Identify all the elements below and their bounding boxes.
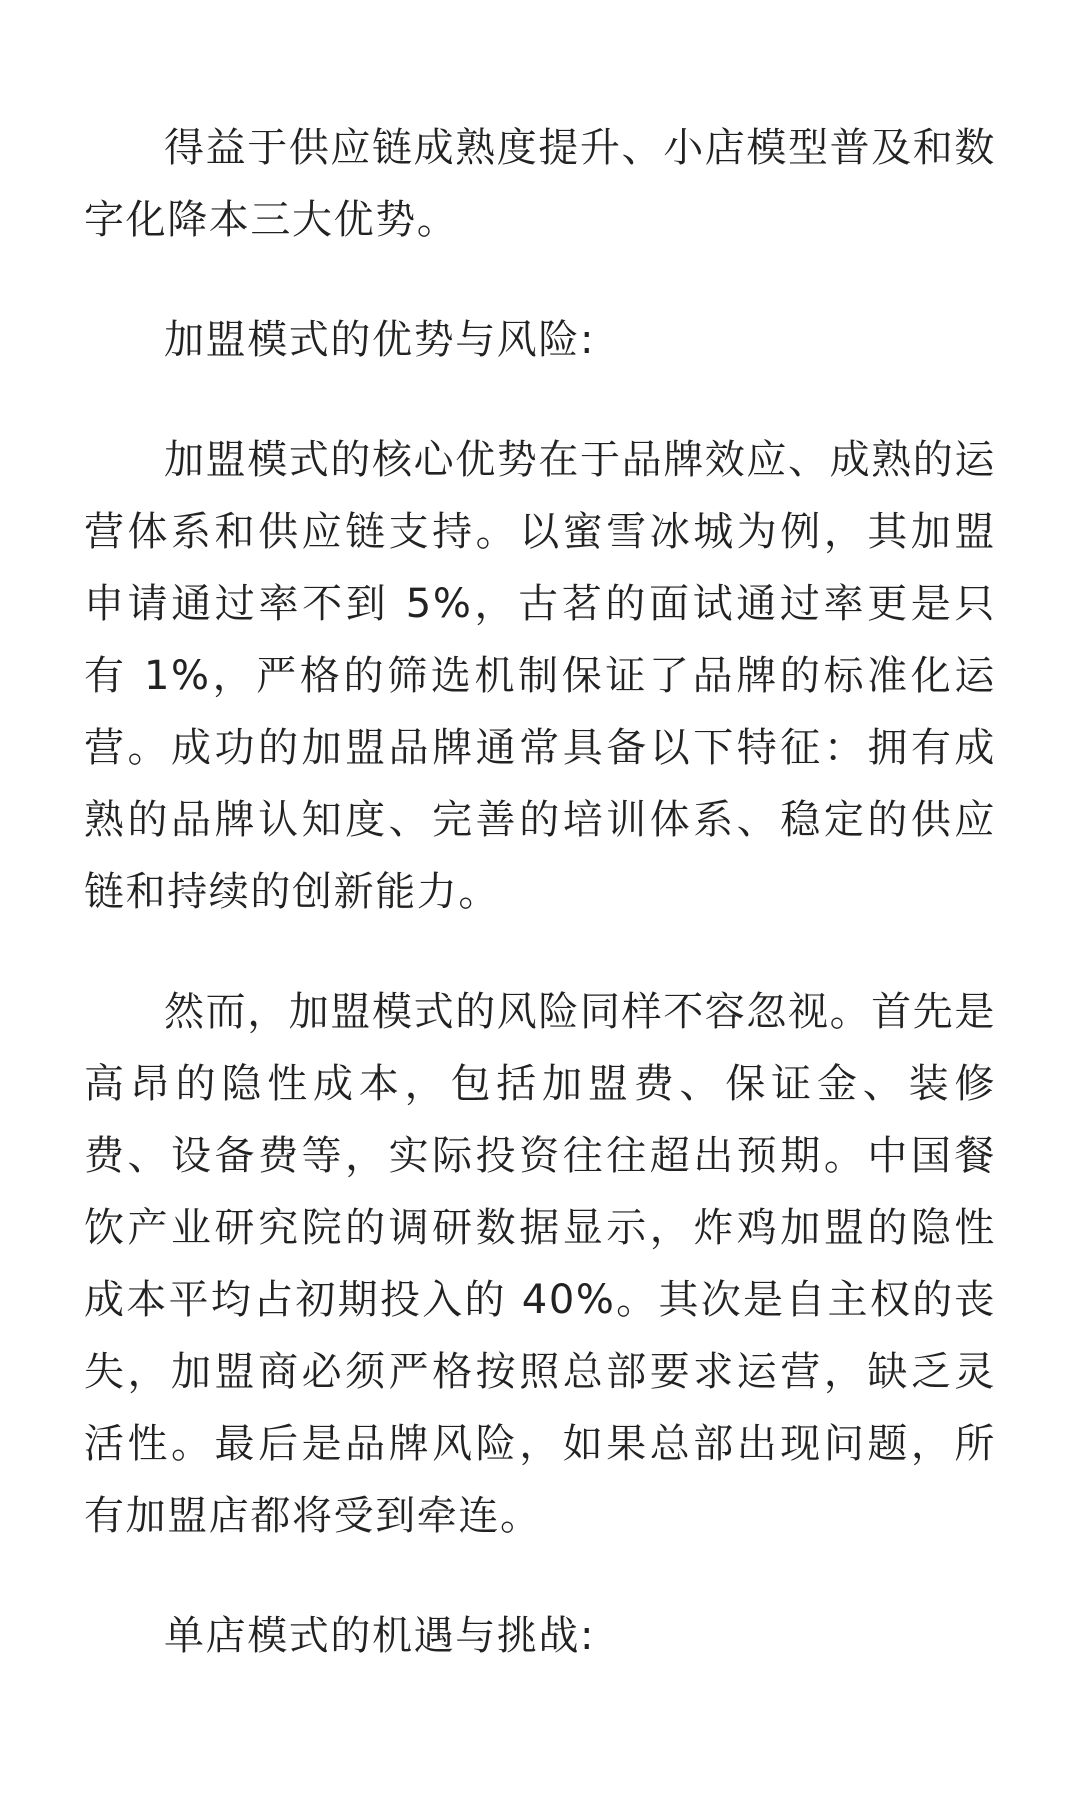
article-body (84, 112, 996, 1672)
paragraph-intro: 得益于供应链成熟度提升、小店模型普及和数字化降本三大优势。 (84, 125, 996, 243)
paragraph-franchise-advantages: 加盟模式的核心优势在于品牌效应、成熟的运营体系和供应链支持。以蜜雪冰城为例，其加盟申请通过率不到 5%，古茗的面试通过率更是只有 1%，严格的筛选机制保证了品牌的标准化运营。成功的加盟品牌通常具备以下特征：拥有成熟的品牌认知度、完善的培训体系、稳定的供应链和持续的创新能力。 (84, 437, 996, 915)
heading-single-store: 单店模式的机遇与挑战: (164, 1613, 596, 1659)
heading-franchise-advantages-risks: 加盟模式的优势与风险: (164, 317, 596, 363)
paragraph-franchise-risks: 然而，加盟模式的风险同样不容忽视。首先是高昂的隐性成本，包括加盟费、保证金、装修费、设备费等，实际投资往往超出预期。中国餐饮产业研究院的调研数据显示，炸鸡加盟的隐性成本平均占初期投入的 40%。其次是自主权的丧失，加盟商必须严格按照总部要求运营，缺乏灵活性。最后是品牌风险，如果总部出现问题，所有加盟店都将受到牵连。 (84, 989, 996, 1539)
